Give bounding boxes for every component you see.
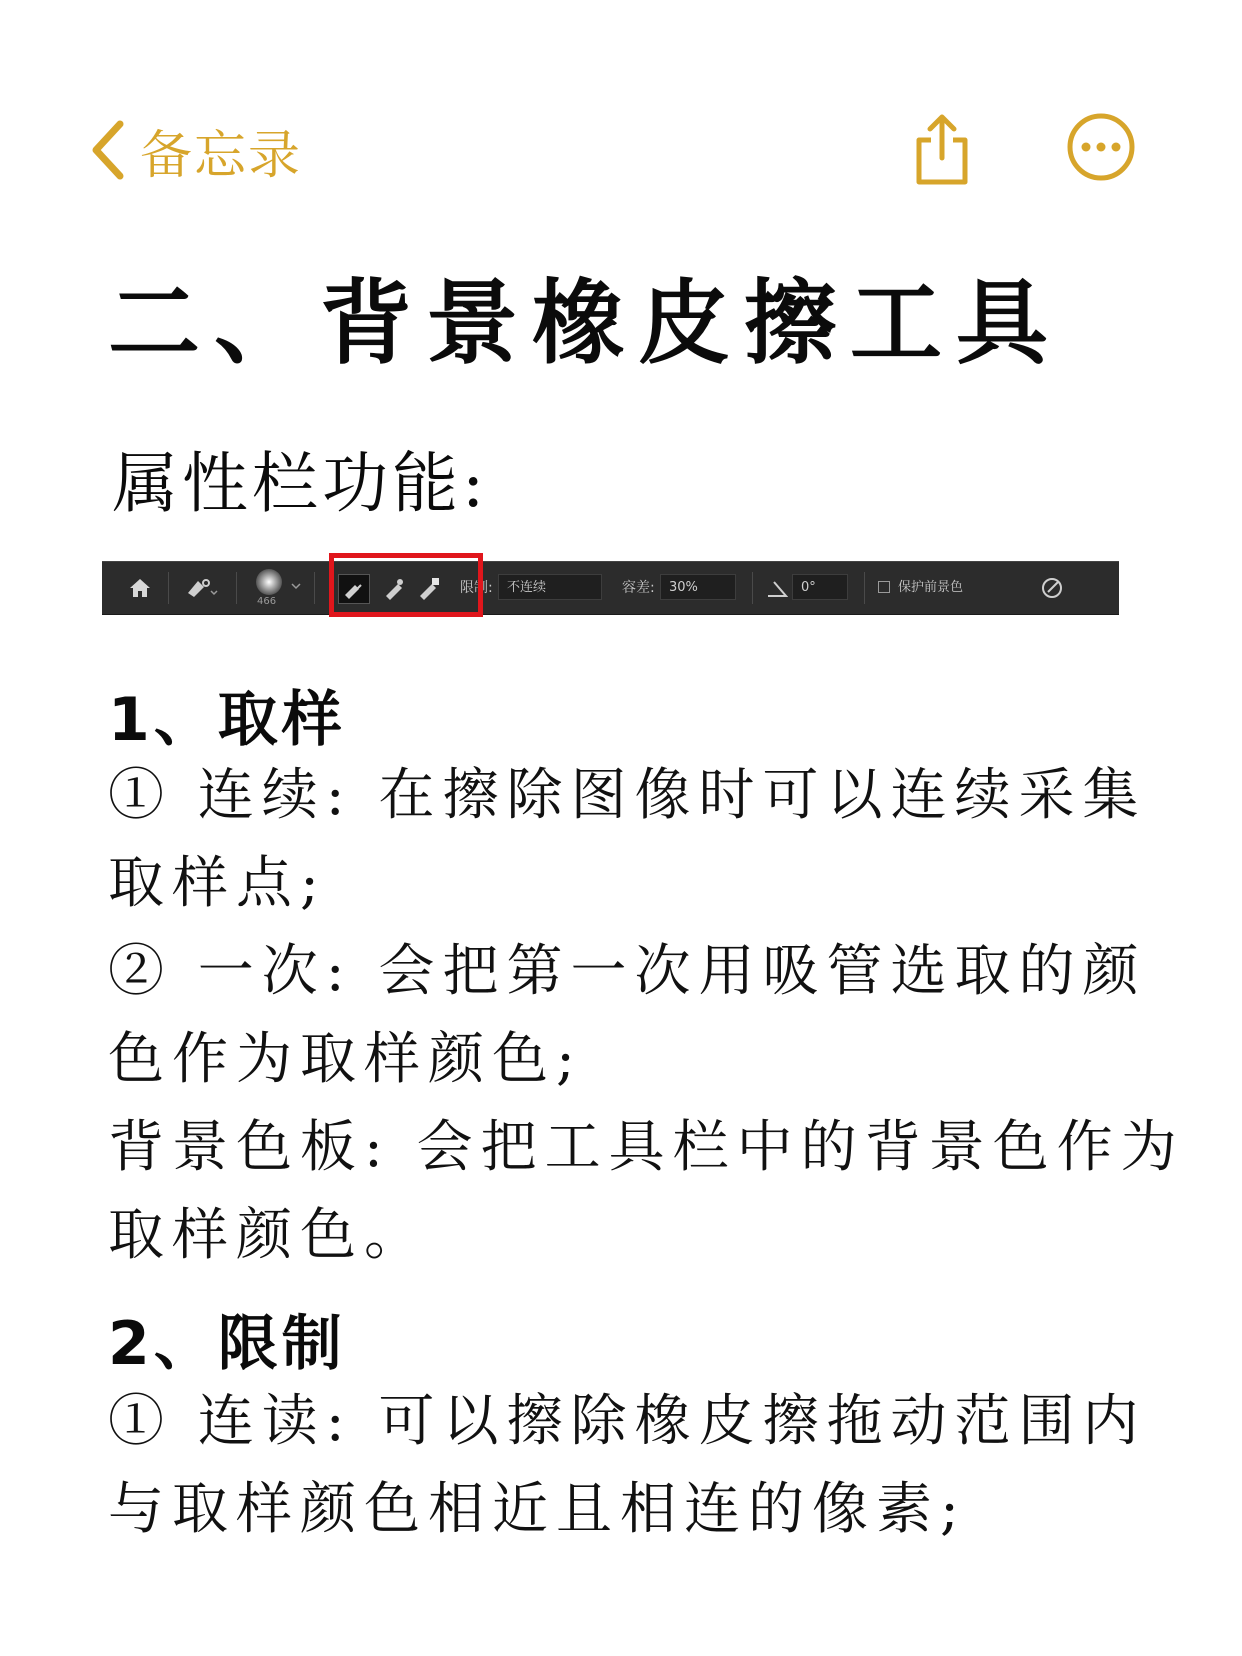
- tolerance-label: 容差:: [622, 580, 655, 596]
- highlight-box: [329, 553, 483, 617]
- note-title: 二、背景橡皮擦工具: [108, 270, 1063, 377]
- section-subtitle: 属性栏功能:: [112, 445, 489, 522]
- angle-icon: [766, 578, 788, 598]
- chevron-down-icon: [290, 581, 302, 591]
- navigation-bar: [0, 100, 1242, 210]
- back-label: 备忘录: [140, 125, 303, 186]
- pressure-size-icon[interactable]: [1040, 576, 1064, 600]
- limits-label: 限制:: [460, 580, 493, 596]
- text-line: 色作为取样颜色;: [108, 1027, 583, 1092]
- limits-select[interactable]: [498, 574, 602, 600]
- back-button[interactable]: [88, 118, 303, 186]
- toolbar-separator: [168, 572, 169, 604]
- more-options-icon[interactable]: [1066, 112, 1136, 182]
- photoshop-options-bar: [102, 561, 1119, 615]
- share-icon[interactable]: [913, 112, 971, 186]
- toolbar-separator: [314, 572, 315, 604]
- tolerance-input[interactable]: [660, 574, 736, 600]
- toolbar-separator: [864, 572, 865, 604]
- protect-foreground-label: 保护前景色: [898, 580, 964, 595]
- angle-input[interactable]: [792, 574, 848, 600]
- limits-value: 不连续: [507, 580, 547, 595]
- section-heading: 2、限制: [108, 1309, 346, 1379]
- toolbar-separator: [236, 572, 237, 604]
- text-line: 取样颜色。: [108, 1203, 428, 1268]
- text-line: ① 连续: 在擦除图像时可以连续采集: [108, 763, 1147, 828]
- brush-size-label: 466: [257, 596, 277, 607]
- text-line: 取样点;: [108, 851, 327, 916]
- angle-value: 0°: [801, 580, 816, 595]
- section-heading: 1、取样: [108, 685, 346, 755]
- text-line: 背景色板: 会把工具栏中的背景色作为: [108, 1115, 1185, 1180]
- text-line: ② 一次: 会把第一次用吸管选取的颜: [108, 939, 1147, 1004]
- text-line: ① 连读: 可以擦除橡皮擦拖动范围内: [108, 1389, 1147, 1454]
- chevron-left-icon: [88, 118, 128, 182]
- tolerance-value: 30%: [669, 580, 698, 595]
- toolbar-separator: [752, 572, 753, 604]
- protect-foreground-checkbox[interactable]: [878, 581, 890, 593]
- text-line: 与取样颜色相近且相连的像素;: [108, 1477, 967, 1542]
- background-eraser-tool-icon: [184, 575, 218, 601]
- home-icon: [128, 577, 152, 599]
